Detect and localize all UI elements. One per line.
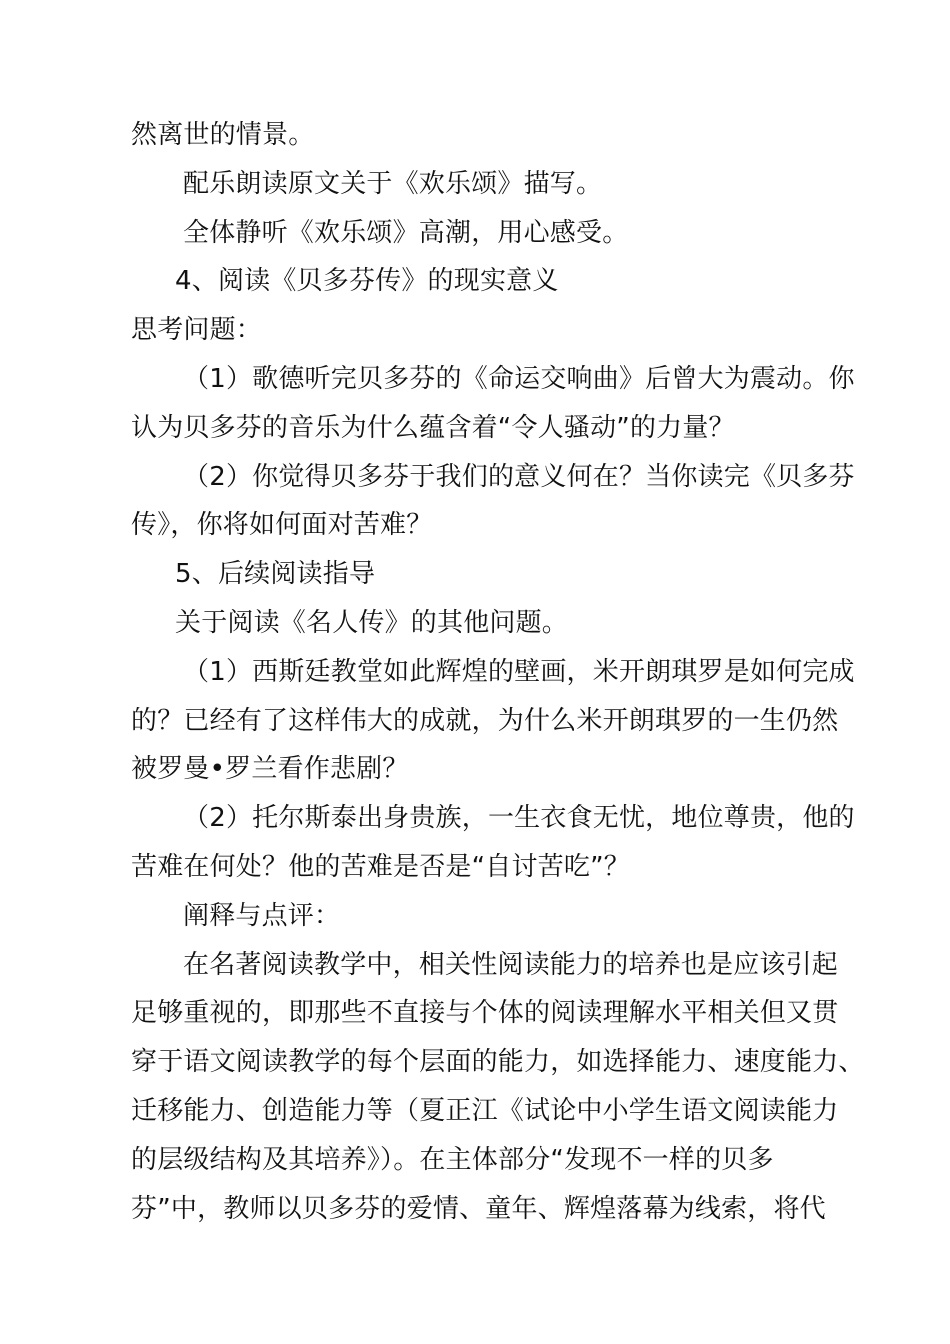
text-line: 迁移能力、创造能力等（夏正江《试论中小学生语文阅读能力 bbox=[131, 1096, 839, 1126]
text-line: （1）歌德听完贝多芬的《命运交响曲》后曾大为震动。你 bbox=[183, 364, 855, 394]
section-heading: 4、阅读《贝多芬传》的现实意义 bbox=[175, 266, 559, 296]
section-heading: 5、后续阅读指导 bbox=[175, 559, 376, 589]
text-line: 苦难在何处？他的苦难是否是“自讨苦吃”？ bbox=[131, 852, 630, 882]
text-line: 传》，你将如何面对苦难？ bbox=[131, 510, 433, 540]
text-line: 芬”中，教师以贝多芬的爱情、童年、辉煌落幕为线索，将代 bbox=[131, 1194, 826, 1224]
text-line: 认为贝多芬的音乐为什么蕴含着“令人骚动”的力量？ bbox=[131, 413, 735, 443]
text-line: 然离世的情景。 bbox=[131, 120, 315, 150]
text-line: 全体静听《欢乐颂》高潮，用心感受。 bbox=[183, 218, 629, 248]
text-line: （1）西斯廷教堂如此辉煌的壁画，米开朗琪罗是如何完成 bbox=[183, 657, 855, 687]
text-line: 关于阅读《名人传》的其他问题。 bbox=[175, 608, 569, 638]
text-line: 的层级结构及其培养》）。在主体部分“发现不一样的贝多 bbox=[131, 1145, 774, 1175]
text-line: 配乐朗读原文关于《欢乐颂》描写。 bbox=[183, 169, 603, 199]
text-line: 穿于语文阅读教学的每个层面的能力，如选择能力、速度能力、 bbox=[131, 1047, 865, 1077]
text-line: （2）托尔斯泰出身贵族，一生衣食无忧，地位尊贵，他的 bbox=[183, 803, 855, 833]
text-line: 足够重视的，即那些不直接与个体的阅读理解水平相关但又贯 bbox=[131, 998, 839, 1028]
text-line: 阐释与点评： bbox=[183, 901, 341, 931]
text-line: （2）你觉得贝多芬于我们的意义何在？当你读完《贝多芬 bbox=[183, 462, 855, 492]
text-line: 思考问题： bbox=[131, 315, 263, 345]
text-line: 的？已经有了这样伟大的成就，为什么米开朗琪罗的一生仍然 bbox=[131, 706, 839, 736]
text-line: 被罗曼•罗兰看作悲剧？ bbox=[131, 754, 409, 784]
text-line: 在名著阅读教学中，相关性阅读能力的培养也是应该引起 bbox=[183, 950, 839, 980]
